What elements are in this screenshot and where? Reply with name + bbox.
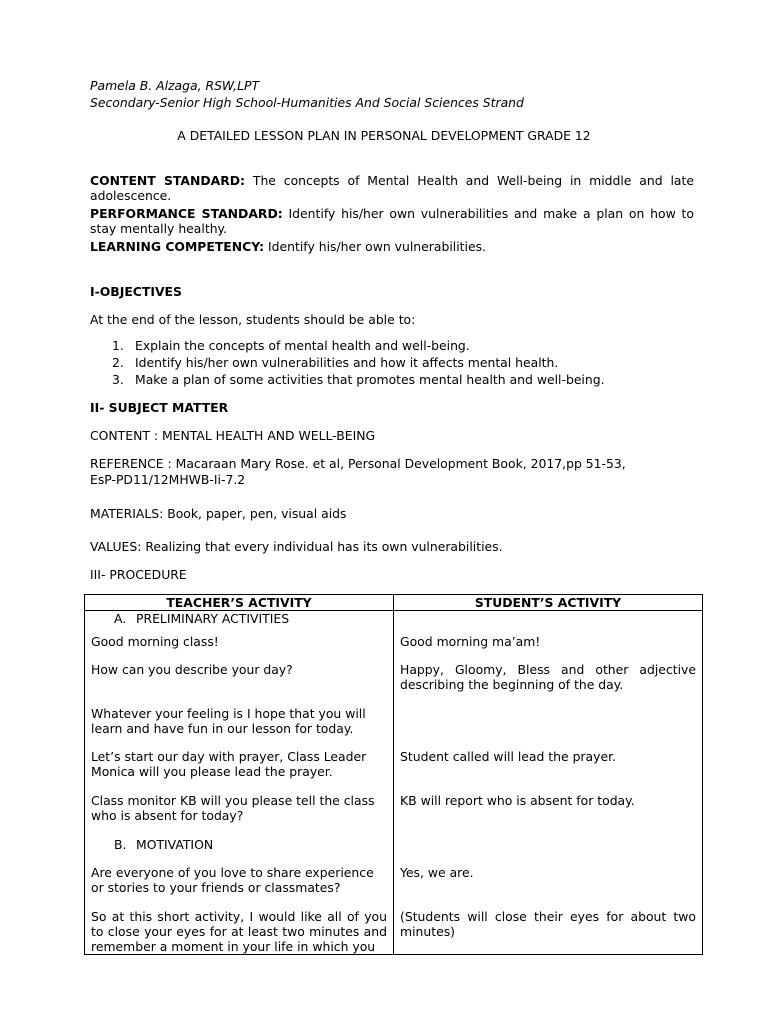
procedure-table — [84, 594, 703, 955]
teacher-cell-text: So at this short activity, I would like all of you to close your eyes for at least two minutes and remember a moment in your life in which you — [91, 909, 387, 954]
objective-number: 3. — [112, 372, 124, 387]
performance-standard — [90, 206, 694, 236]
objectives-intro: At the end of the lesson, students should be able to: — [90, 312, 416, 327]
procedure-heading: III- PROCEDURE — [90, 567, 187, 582]
content-standard-text: The concepts of Mental Health and Well-being in middle and late adolescence. — [90, 173, 694, 203]
student-cell: KB will report who is absent for today. — [394, 793, 703, 837]
student-cell: (Students will close their eyes for about two minutes) — [394, 909, 703, 955]
section-b-title: MOTIVATION — [136, 837, 214, 852]
student-activity-header: STUDENT’S ACTIVITY — [394, 595, 703, 611]
author-line: Pamela B. Alzaga, RSW,LPT — [90, 78, 260, 93]
performance-standard-label: PERFORMANCE STANDARD: — [90, 206, 283, 221]
student-cell: Good morning ma’am! — [394, 631, 703, 662]
student-cell — [394, 611, 703, 632]
section-a-number: A. — [114, 611, 127, 626]
document-title: A DETAILED LESSON PLAN IN PERSONAL DEVELOPMENT GRADE 12 — [177, 128, 591, 143]
subject-reference-line2: EsP-PD11/12MHWB-Ii-7.2 — [90, 472, 246, 487]
student-cell — [394, 837, 703, 865]
subject-materials: MATERIALS: Book, paper, pen, visual aids — [90, 506, 347, 521]
section-a-heading — [91, 611, 387, 626]
content-standard-label: CONTENT STANDARD: — [90, 173, 245, 188]
table-row — [85, 865, 703, 909]
section-b-heading — [91, 837, 387, 852]
section-b-number: B. — [114, 837, 127, 852]
teacher-cell: Let’s start our day with prayer, Class Leader Monica will you please lead the prayer. — [85, 749, 394, 793]
objective-item — [112, 372, 755, 389]
content-standard — [90, 173, 694, 203]
student-cell: Student called will lead the prayer. — [394, 749, 703, 793]
table-row — [85, 793, 703, 837]
objective-text: Identify his/her own vulnerabilities and how it affects mental health. — [135, 355, 559, 370]
objectives-heading: I-OBJECTIVES — [90, 284, 182, 299]
table-row — [85, 749, 703, 793]
teacher-cell: Are everyone of you love to share experience or stories to your friends or classmates? — [85, 865, 394, 909]
teacher-cell: Whatever your feeling is I hope that you will learn and have fun in our lesson for today. — [85, 705, 394, 749]
student-cell: Yes, we are. — [394, 865, 703, 909]
learning-competency — [90, 239, 694, 254]
objective-number: 1. — [112, 338, 124, 353]
teacher-cell — [85, 909, 394, 955]
strand-line: Secondary-Senior High School-Humanities And Social Sciences Strand — [90, 95, 524, 110]
table-row — [85, 611, 703, 632]
objective-text: Make a plan of some activities that promotes mental health and well-being. — [135, 372, 605, 387]
objective-text: Explain the concepts of mental health and well-being. — [135, 338, 470, 353]
table-row — [85, 705, 703, 749]
table-row — [85, 662, 703, 705]
performance-standard-text: Identify his/her own vulnerabilities and make a plan on how to stay mentally healthy. — [90, 206, 694, 236]
subject-reference-line1: REFERENCE : Macaraan Mary Rose. et al, Personal Development Book, 2017,pp 51-53, — [90, 456, 626, 471]
teacher-cell: How can you describe your day? — [85, 662, 394, 705]
teacher-cell: Class monitor KB will you please tell the class who is absent for today? — [85, 793, 394, 837]
teacher-cell: Good morning class! — [85, 631, 394, 662]
table-row — [85, 909, 703, 955]
objective-number: 2. — [112, 355, 124, 370]
subject-matter-heading: II- SUBJECT MATTER — [90, 400, 229, 415]
objectives-list — [90, 338, 755, 389]
subject-content: CONTENT : MENTAL HEALTH AND WELL-BEING — [90, 428, 376, 443]
table-row — [85, 631, 703, 662]
objective-item — [112, 338, 755, 355]
student-cell: Happy, Gloomy, Bless and other adjective describing the beginning of the day. — [394, 662, 703, 705]
learning-competency-text: Identify his/her own vulnerabilities. — [268, 239, 486, 254]
table-header-row — [85, 595, 703, 611]
objective-item — [112, 355, 755, 372]
table-row — [85, 837, 703, 865]
student-cell — [394, 705, 703, 749]
teacher-cell — [85, 837, 394, 865]
subject-values: VALUES: Realizing that every individual has its own vulnerabilities. — [90, 539, 503, 554]
section-a-title: PRELIMINARY ACTIVITIES — [136, 611, 290, 626]
learning-competency-label: LEARNING COMPETENCY: — [90, 239, 265, 254]
teacher-cell — [85, 611, 394, 632]
teacher-activity-header: TEACHER’S ACTIVITY — [85, 595, 394, 611]
